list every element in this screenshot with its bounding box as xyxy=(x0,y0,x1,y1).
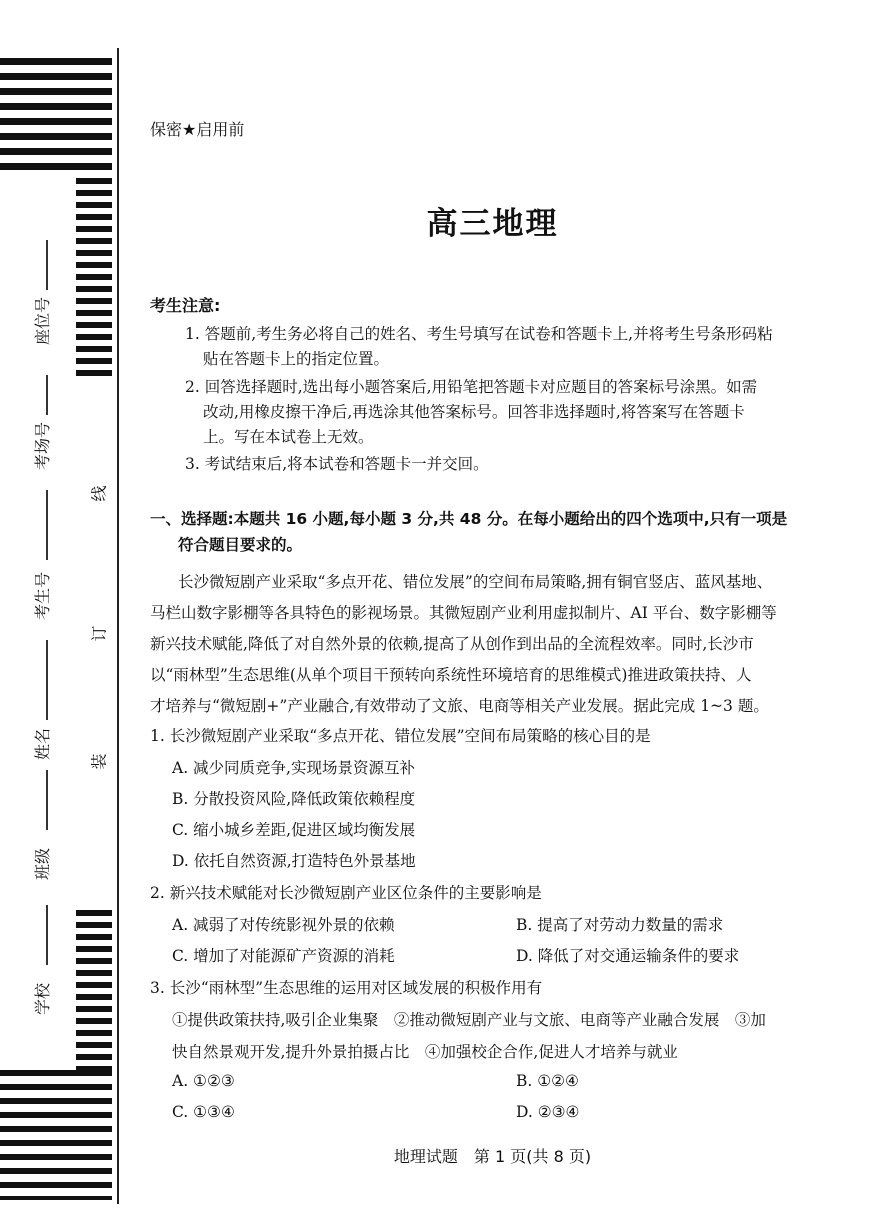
field-underline xyxy=(46,640,48,720)
binding-char-bind: 装 xyxy=(89,753,109,770)
question-2-option-d: D. 降低了对交通运输条件的要求 xyxy=(516,947,740,965)
notice-item-3: 3. 考试结束后,将本试卷和答题卡一并交回。 xyxy=(185,455,489,473)
field-exam-room: 考场号 xyxy=(33,421,52,470)
question-1-option-a: A. 减少同质竞争,实现场景资源互补 xyxy=(172,759,415,777)
field-underline xyxy=(46,240,48,290)
question-1-stem: 1. 长沙微短剧产业采取“多点开花、错位发展”空间布局策略的核心目的是 xyxy=(150,727,651,745)
field-class: 班级 xyxy=(33,847,52,880)
question-3-option-a: A. ①②③ xyxy=(172,1072,235,1090)
reading-passage: 长沙微短剧产业采取“多点开花、错位发展”的空间布局策略,拥有铜官竖店、蓝风基地、 马栏山数字影棚等各具特色的影视场景。其微短剧产业利用虚拟制片、AI 平台、数字影棚等 新兴技术赋能,降低了对自然外景的依赖,提高了从创作到出品的全流程效率。同时,长沙市 以“雨林型”生态思维(从单个项目干预转向系统性环境培育的思维模式)推进政策扶持、人 才培养与“微短剧+”产业融合,有效带动了文旅、电商等相关产业发展。据此完成 1~3 题。 xyxy=(150,573,777,715)
question-2-option-a: A. 减弱了对传统影视外景的依赖 xyxy=(172,916,395,934)
question-1-option-c: C. 缩小城乡差距,促进区域均衡发展 xyxy=(172,821,416,839)
field-seat-number: 座位号 xyxy=(33,296,52,345)
field-underline xyxy=(46,490,48,560)
confidential-label: 保密★启用前 xyxy=(150,120,245,139)
margin-barcode-top xyxy=(0,58,112,178)
question-2-stem: 2. 新兴技术赋能对长沙微短剧产业区位条件的主要影响是 xyxy=(150,884,542,902)
question-3-option-d: D. ②③④ xyxy=(516,1103,580,1121)
question-2-option-c: C. 增加了对能源矿产资源的消耗 xyxy=(172,947,395,965)
binding-char-staple: 订 xyxy=(89,625,109,642)
question-1-option-b: B. 分散投资风险,降低政策依赖程度 xyxy=(172,790,416,808)
page-footer: 地理试题 第 1 页(共 8 页) xyxy=(393,1147,592,1166)
section-heading: 一、选择题:本题共 16 小题,每小题 3 分,共 48 分。在每小题给出的四个选项中,只有一项是 符合题目要求的。 xyxy=(150,510,788,554)
field-exam-number: 考生号 xyxy=(33,571,52,620)
question-3-option-c: C. ①③④ xyxy=(172,1103,235,1121)
margin-barcode-bottom xyxy=(0,1070,112,1200)
page-title: 高三地理 xyxy=(426,206,559,242)
question-3-statements-line-2: 快自然景观开发,提升外景拍摄占比 ④加强校企合作,促进人才培养与就业 xyxy=(172,1043,678,1061)
field-underline xyxy=(46,375,48,415)
field-underline xyxy=(46,905,48,965)
question-3-statements-line-1: ①提供政策扶持,吸引企业集聚 ②推动微短剧产业与文旅、电商等产业融合发展 ③加 xyxy=(172,1011,766,1029)
field-underline xyxy=(46,770,48,830)
notice-heading: 考生注意: xyxy=(150,296,221,315)
margin-blank-2 xyxy=(76,380,112,910)
question-3-stem: 3. 长沙“雨林型”生态思维的运用对区域发展的积极作用有 xyxy=(150,979,543,997)
question-2-option-b: B. 提高了对劳动力数量的需求 xyxy=(516,916,724,934)
question-1-option-d: D. 依托自然资源,打造特色外景基地 xyxy=(172,852,416,870)
question-3-option-b: B. ①②④ xyxy=(516,1072,579,1090)
binding-char-line: 线 xyxy=(89,485,109,502)
notice-item-1: 1. 答题前,考生务必将自己的姓名、考生号填写在试卷和答题卡上,并将考生号条形码粘 贴在答题卡上的指定位置。 xyxy=(185,325,773,368)
field-name: 姓名 xyxy=(33,727,52,760)
field-school: 学校 xyxy=(33,982,52,1015)
notice-item-2: 2. 回答选择题时,选出每小题答案后,用铅笔把答题卡对应题目的答案标号涂黑。如需 改动,用橡皮擦干净后,再选涂其他答案标号。回答非选择题时,将答案写在答题卡 上。写在本试卷上无效。 xyxy=(185,378,758,446)
